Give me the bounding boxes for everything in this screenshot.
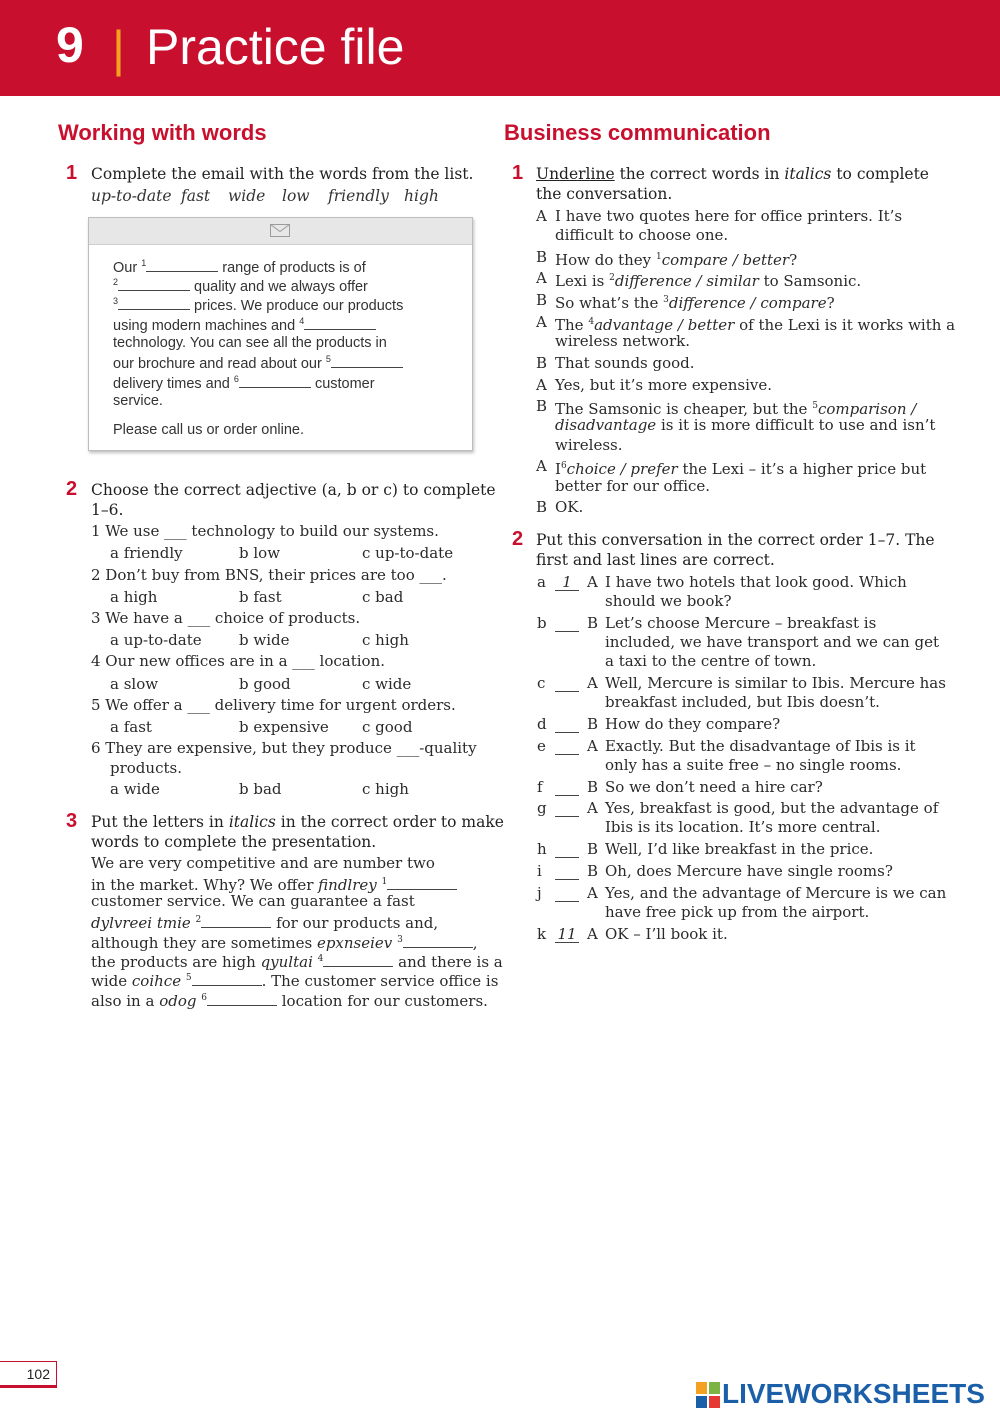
email-line: $^3$ prices. We produce our products (113, 296, 404, 314)
answer-option[interactable]: c high (362, 780, 409, 798)
speaker-label: A (587, 674, 598, 692)
dialogue-line: disadvantage is it is more difficult to use and isn’t (555, 416, 936, 434)
exercise-instruction: the conversation. (536, 185, 673, 203)
text-line: customer service. We can guarantee a fast (91, 892, 415, 910)
dialogue-line: Yes, breakfast is good, but the advantage of (605, 799, 939, 817)
page-number: 102 (0, 1361, 57, 1387)
item-letter: b (537, 614, 547, 632)
speaker-label: B (587, 862, 599, 880)
item-letter: j (537, 884, 542, 902)
order-answer-field[interactable] (555, 674, 579, 692)
text-line: dylvreei tmie $^2$ for our products and, (91, 914, 439, 932)
dialogue-line: The $^4$advantage / better of the Lexi is it works with a (555, 316, 956, 334)
answer-blank[interactable] (331, 355, 403, 368)
speaker-label: A (587, 884, 598, 902)
item-letter: h (537, 840, 547, 858)
order-answer-field[interactable] (555, 715, 579, 733)
text-line: We are very competitive and are number two (91, 854, 435, 872)
exercise-number: 1 (66, 162, 78, 184)
answer-option[interactable]: a slow (110, 675, 159, 693)
speaker-label: B (587, 778, 599, 796)
word-option: wide (228, 187, 266, 205)
speaker-label: A (587, 573, 598, 591)
dialogue-line: wireless. (555, 436, 623, 454)
speaker-label: B (587, 715, 599, 733)
item-letter: d (537, 715, 547, 733)
answer-option[interactable]: a fast (110, 718, 152, 736)
choice-pair[interactable]: choice / prefer (566, 460, 678, 478)
envelope-icon (270, 224, 290, 237)
item-letter: g (537, 799, 547, 817)
speaker-label: A (587, 737, 598, 755)
answer-option[interactable]: c bad (362, 588, 404, 606)
answer-blank[interactable] (387, 877, 457, 890)
dialogue-line: included, we have transport and we can get (605, 633, 939, 651)
dialogue-line: breakfast included, but Ibis doesn’t. (605, 693, 880, 711)
answer-option[interactable]: b fast (239, 588, 282, 606)
answer-option[interactable]: b low (239, 544, 281, 562)
exercise-instruction: Underline the correct words in italics to complete (536, 165, 929, 183)
word-option: fast (181, 187, 211, 205)
exercise-instruction: first and last lines are correct. (536, 551, 775, 569)
question: 1 We use ___ technology to build our systems. (91, 522, 439, 540)
order-answer-field[interactable] (555, 799, 579, 817)
word-option: friendly (328, 187, 389, 205)
speaker-label: B (536, 397, 548, 415)
dialogue-line: better for our office. (555, 477, 711, 495)
dialogue-line: difficult to choose one. (555, 226, 729, 244)
answer-option[interactable]: c up-to-date (362, 544, 454, 562)
dialogue-line: have free pick up from the airport. (605, 903, 870, 921)
item-letter: a (537, 573, 546, 591)
choice-pair[interactable]: comparison / (817, 400, 917, 418)
dialogue-line: I have two quotes here for office printers. It’s (555, 207, 903, 225)
email-line: delivery times and $^6$ customer (113, 374, 375, 392)
answer-blank[interactable] (118, 297, 190, 310)
dialogue-line: Lexi is $^2$difference / similar to Samsonic. (555, 272, 862, 290)
choice-pair[interactable]: difference / compare (668, 294, 827, 312)
word-option: up-to-date (91, 187, 172, 205)
dialogue-line: a taxi to the centre of town. (605, 652, 817, 670)
text-line: in the market. Why? We offer findlrey $^1$ (91, 873, 457, 896)
order-answer-field[interactable] (555, 614, 579, 632)
email-line: Our $^1$ range of products is of (113, 258, 366, 276)
word-option: low (282, 187, 310, 205)
exercise-instruction: Choose the correct adjective (a, b or c) to complete (91, 481, 496, 499)
exercise-instruction: words to complete the presentation. (91, 833, 377, 851)
dialogue-line: $I^6choice$ / prefer the Lexi – it’s a higher price but (555, 460, 927, 478)
email-line: $^2$ quality and we always offer (113, 277, 368, 295)
page-header (0, 0, 1000, 96)
answer-option[interactable]: c high (362, 631, 409, 649)
dialogue-line: Let’s choose Mercure – breakfast is (605, 614, 877, 632)
item-letter: c (537, 674, 546, 692)
dialogue-line: should we book? (605, 592, 732, 610)
choice-pair[interactable]: compare / better (661, 251, 790, 269)
question: 6 They are expensive, but they produce ___-quality (91, 739, 477, 757)
order-answer-field[interactable]: 11 (555, 925, 579, 943)
dialogue-line: Well, I’d like breakfast in the price. (605, 840, 874, 858)
exercise-number: 2 (512, 528, 524, 550)
text-line: wide coihce $^5$ . The customer service office is (91, 972, 499, 990)
text-line: although they are sometimes epxnseiev $^3$ , (91, 934, 478, 952)
choice-pair[interactable]: difference / similar (614, 272, 759, 290)
dialogue-line: How do they compare? (605, 715, 781, 733)
word-option: high (404, 187, 439, 205)
item-letter: i (537, 862, 542, 880)
order-answer-field[interactable] (555, 862, 579, 880)
email-toolbar (89, 218, 472, 245)
section-heading-working-with-words: Working with words (58, 120, 267, 145)
dialogue-line: OK – I’ll book it. (605, 925, 728, 943)
email-line: service. (113, 393, 163, 409)
dialogue-line: So what’s the $^3$difference / compare? (555, 294, 835, 312)
speaker-label: B (536, 354, 548, 372)
speaker-label: A (536, 376, 547, 394)
dialogue-line: OK. (555, 498, 584, 516)
answer-option[interactable]: c wide (362, 675, 412, 693)
answer-option[interactable]: b wide (239, 631, 290, 649)
question: 3 We have a ___ choice of products. (91, 609, 361, 627)
exercise-instruction: 1–6. (91, 501, 124, 519)
item-letter: k (537, 925, 547, 943)
speaker-label: B (536, 291, 548, 309)
exercise-instruction: Complete the email with the words from the list. (91, 165, 474, 183)
order-answer-field[interactable] (555, 840, 579, 858)
dialogue-line: only has a suite free – no single rooms. (605, 756, 902, 774)
speaker-label: B (536, 248, 548, 266)
dialogue-line: How do they $^1$compare / better? (555, 251, 798, 269)
answer-blank[interactable] (192, 973, 262, 986)
answer-option[interactable]: b good (239, 675, 291, 693)
speaker-label: B (536, 498, 548, 516)
item-letter: f (537, 778, 543, 796)
exercise-number: 1 (512, 162, 524, 184)
email-line: our brochure and read about our $^5$ (113, 354, 403, 372)
page-number-underline (0, 1385, 57, 1388)
exercise-number: 3 (66, 810, 78, 832)
speaker-label: A (536, 207, 547, 225)
brand-icon (696, 1382, 720, 1408)
dialogue-line: Oh, does Mercure have single rooms? (605, 862, 893, 880)
dialogue-line: Yes, but it’s more expensive. (555, 376, 772, 394)
answer-blank[interactable] (304, 317, 376, 330)
question: 5 We offer a ___ delivery time for urgent orders. (91, 696, 456, 714)
speaker-label: A (587, 925, 598, 943)
dialogue-line: wireless network. (555, 332, 690, 350)
email-line: technology. You can see all the products in (113, 335, 387, 351)
question: 2 Don’t buy from BNS, their prices are too ___. (91, 566, 447, 584)
order-answer-field[interactable] (555, 884, 579, 902)
section-heading-business-communication: Business communication (504, 120, 771, 145)
dialogue-line: The Samsonic is cheaper, but the $^5$comparison / (555, 400, 917, 418)
unit-number: 9 (56, 17, 84, 73)
dialogue-line: That sounds good. (555, 354, 695, 372)
speaker-label: B (587, 614, 599, 632)
choice-pair[interactable]: disadvantage (555, 416, 657, 434)
dialogue-line: I have two hotels that look good. Which (605, 573, 907, 591)
exercise-instruction: Put the letters in italics in the correct order to make (91, 813, 504, 831)
speaker-label: B (587, 840, 599, 858)
speaker-label: A (536, 269, 547, 287)
email-line: using modern machines and $^4$ (113, 316, 376, 334)
header-separator: | (112, 21, 125, 77)
order-answer-field[interactable]: 1 (555, 573, 579, 591)
answer-blank[interactable] (323, 954, 393, 967)
answer-blank[interactable] (403, 935, 473, 948)
answer-option[interactable]: b bad (239, 780, 282, 798)
item-letter: e (537, 737, 546, 755)
dialogue-line: Exactly. But the disadvantage of Ibis is it (605, 737, 916, 755)
exercise-instruction: Put this conversation in the correct order 1–7. The (536, 531, 935, 549)
answer-blank[interactable] (118, 278, 190, 291)
page-title: Practice file (146, 19, 405, 75)
answer-blank[interactable] (207, 993, 277, 1006)
answer-blank[interactable] (239, 375, 311, 388)
text-line: the products are high qyultai $^4$ and there is a (91, 953, 503, 971)
order-answer-field[interactable] (555, 737, 579, 755)
answer-option[interactable]: a friendly (110, 544, 183, 562)
answer-option[interactable]: a wide (110, 780, 160, 798)
speaker-label: A (587, 799, 598, 817)
dialogue-line: So we don’t need a hire car? (605, 778, 823, 796)
brand-name: LIVEWORKSHEETS (722, 1378, 985, 1409)
answer-option[interactable]: c good (362, 718, 413, 736)
email-line: Please call us or order online. (113, 422, 305, 438)
question-continuation: products. (110, 759, 182, 777)
order-answer-field[interactable] (555, 778, 579, 796)
exercise-number: 2 (66, 478, 78, 500)
answer-option[interactable]: b expensive (239, 718, 329, 736)
dialogue-line: Yes, and the advantage of Mercure is we can (605, 884, 947, 902)
answer-option[interactable]: a up-to-date (110, 631, 202, 649)
speaker-label: A (536, 313, 547, 331)
answer-blank[interactable] (146, 259, 218, 272)
question: 4 Our new offices are in a ___ location. (91, 652, 386, 670)
answer-option[interactable]: a high (110, 588, 158, 606)
text-line: also in a odog $^6$ location for our customers. (91, 992, 488, 1010)
answer-blank[interactable] (201, 915, 271, 928)
dialogue-line: Ibis is its location. It’s more central. (605, 818, 881, 836)
speaker-label: A (536, 457, 547, 475)
choice-pair[interactable]: advantage / better (594, 316, 735, 334)
email-box (88, 217, 473, 451)
dialogue-line: Well, Mercure is similar to Ibis. Mercure has (605, 674, 946, 692)
